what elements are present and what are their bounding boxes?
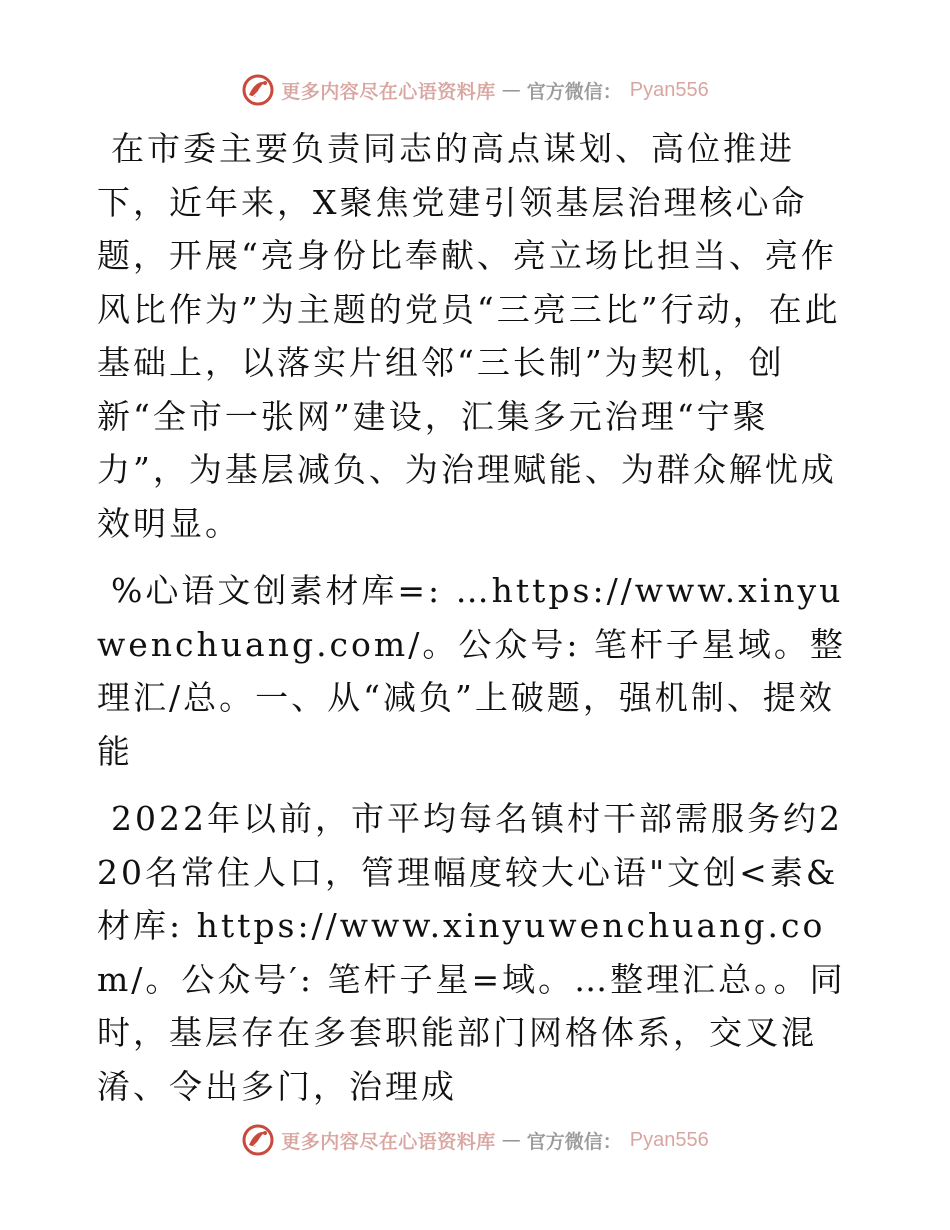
header-watermark-banner [0,70,950,110]
banner-dash: — [501,1129,521,1151]
banner-main-text: 更多内容尽在心语资料库 [281,1130,496,1153]
paragraph-source-note: %心语文创素材库=: …https://www.xinyuwenchuang.com/。公众号: 笔杆子星域。整理汇/总。一、从“减负”上破题，强机制、提效能 [97,571,846,771]
xinyu-logo-icon [241,1123,275,1157]
banner-wechat-label: 官方微信： [526,80,622,103]
banner-wechat-label: 官方微信： [526,1130,622,1153]
footer-watermark-banner [0,1120,950,1160]
paragraph-2022-background: 2022年以前，市平均每名镇村干部需服务约220名常住人口，管理幅度较大心语"文创<素&材库: https://www.xinyuwenchuang.com/。公众号′: 笔杆子星=域。…整理汇总。。同时，基层存在多套职能部门网格体系，交叉混淆、令出多门，治理成 [97,799,846,1106]
banner-dash: — [501,79,521,101]
banner-wechat-id: Pyan556 [629,78,709,101]
paragraph-intro: 在市委主要负责同志的高点谋划、高位推进下，近年来，X聚焦党建引领基层治理核心命题，开展“亮身份比奉献、亮立场比担当、亮作风比作为”为主题的党员“三亮三比”行动，在此基础上，以落实片组邻“三长制”为契机，创新“全市一张网”建设，汇集多元治理“宁聚力”，为基层减负、为治理赋能、为群众解忧成效明显。 [97,129,841,543]
banner-wechat-id: Pyan556 [629,1128,709,1151]
banner-main-text: 更多内容尽在心语资料库 [281,80,496,103]
document-body [97,122,857,1127]
xinyu-logo-icon [241,73,275,107]
